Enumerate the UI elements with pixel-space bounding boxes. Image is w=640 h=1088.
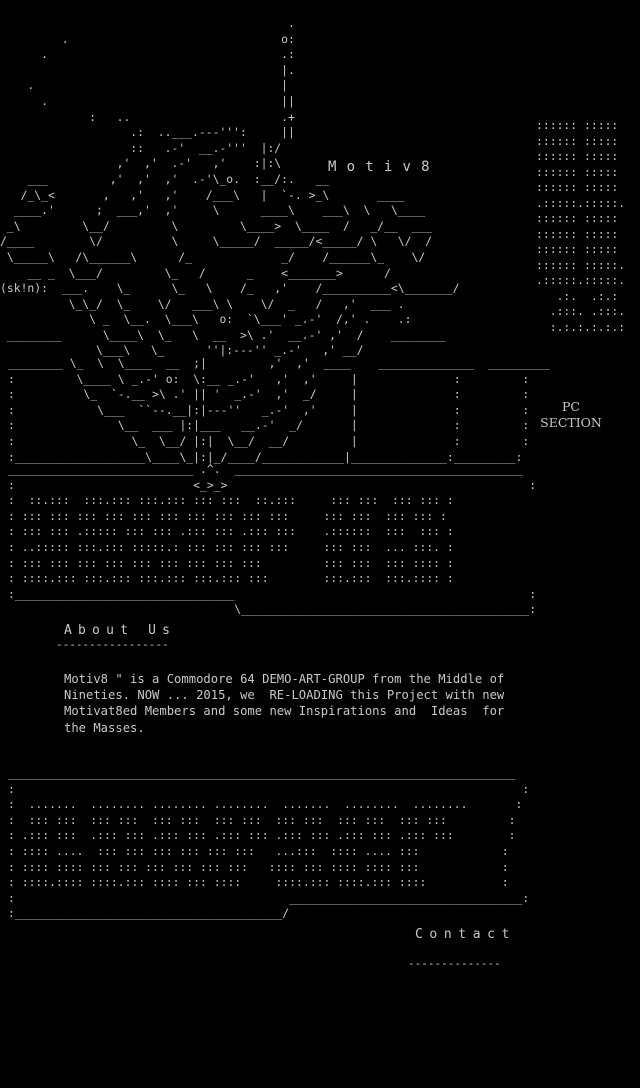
motiv8-ascii-logo: . . o: . .: |. . | . || : .. .+ .: ..___.---''': || :: .-' __.-''' |:/ ,' ,' .-' ,' :|:\ ___ ,' ,' ,' .-'\_o. :__/:. __ /_\_< , ,' ,' /___\ | `-. >_\ ____ ____.' ; ___,' ,' \ ____\ ___\ \ \____ _\ \__/ \ \____> \____ / _/__ ___ /____ \/ \ \_____/ _____/<_____/ \ \/ / \_____\ /\______\ /_ _/ /______\_ \/ __ _ \___/ \_ / _ <_______> / (sk!n): ___. \_ \_ \ /_ ,' /__________<\_______/ \_\_/ \_ \/ ___\ \ \/ _ / ,' ___ . \ _ \__. \___\ o: `\___' _.-' /,' . .: ________ \____\ \_ \ __ >\ .' __.-' ,' / ________ \___\ \_ ''|:---'' _.-' ,' __/ <box>0 16 460 358</box>
group-name: Motiv8 <box>328 159 440 175</box>
about-us-underline: ----------------- <box>56 638 169 651</box>
intro-ascii-banner: ___________________________ .^. __________________________________________ : <_>_> : : ::.::: :::.::: :::.::: ::: ::: ::.::: ::: ::: ::: ::: : : ::: ::: ::: ::: ::: ::: ::: ::: ::: ::: ::: ::: ::: ::: : : ::: ::: .::::: ::: ::: .::: ::: .::: ::: .:::::: ::: ::: : : ..::::: :::.::: :::::.: ::: ::: ::: ::: ::: ::: ... :::. : : ::: ::: ::: ::: ::: ::: ::: ::: ::: ::: ::: ::: :::: : : ::::.::: :::.::: :::.::: :::.::: ::: :::.::: :::.:::: : :________________________________ : \__________________________________________: <box>8 462 537 617</box>
pc-section-frame: ________ \_ \ \____ __ ;| ,' ,' ____ ______________ _________ : \____ \ _.-' o: \:__ _.-' ,' ,' | : : : \_ `-.__ >\ .' || ' _.-' ,' _/ | : : : \___ ``--.__|:|---'' _.-' ,' | : : : \__ ___ |:|___ __.-' _/ | : : : \_ \__/ |:| \__/ __/ | : : :___________________\____\_|:|_/____/____________|______________:_________: <box>8 356 550 464</box>
about-us-text: Motiv8 " is a Commodore 64 DEMO-ART-GROUP from the Middle of Nineties. NOW ... 2015, we RE-LOADING this Project with new Motivat8ed Members and some new Inspirations and Ideas for the Masses. <box>64 672 505 735</box>
pc-section-link[interactable]: PC SECTION <box>540 399 602 430</box>
ascii-dot-pattern: :::::: ::::: :::::: ::::: :::::: ::::: :::::: ::::: :::::: ::::: .:::::.:::::. :::::: ::::: :::::: ::::: :::::: ::::: :::::: :::::. .:::::.:::::. .:. .:.: .:::. .:::. :.:.:.:.:.: <box>536 118 626 334</box>
about-ascii-banner: __________________________________________________________________________ : : : ....... ........ ........ ........ ....... ........ ........ : : ::: ::: ::: ::: ::: ::: ::: ::: ::: ::: ::: ::: ::: ::: : : .::: ::: .::: ::: .::: ::: .::: ::: .::: ::: .::: ::: .::: ::: : : :::: .... ::: ::: ::: ::: ::: ::: ...::: :::: .... ::: : : :::: :::: ::: ::: ::: ::: ::: ::: :::: ::: :::: :::: ::: : : ::::.:::: ::::.::: :::: ::: :::: ::::.::: ::::.::: :::: : : __________________________________: :_______________________________________/ <box>8 766 530 921</box>
about-us-heading: About Us <box>64 623 177 638</box>
contact-link[interactable]: Contact <box>415 927 516 942</box>
contact-underline: -------------- <box>408 957 501 970</box>
